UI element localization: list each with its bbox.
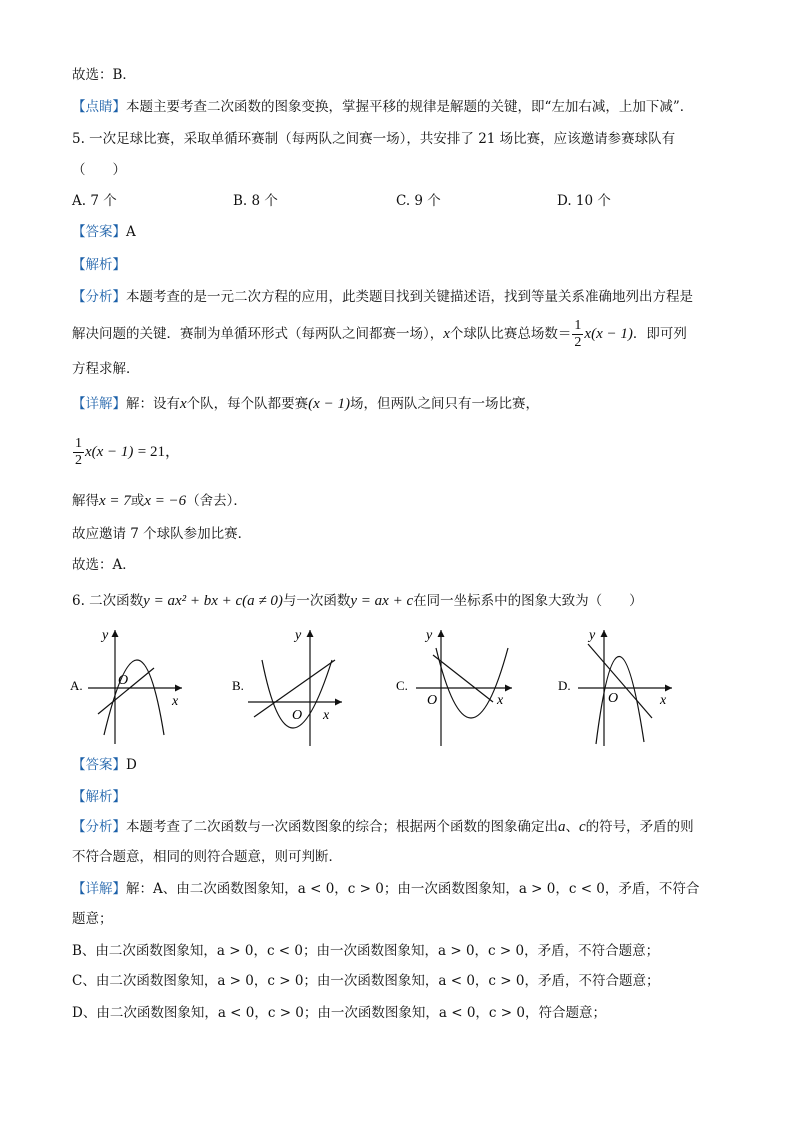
detail-6-line5: D、由二次函数图象知，a < 0，c > 0；由一次函数图象知，a < 0，c > 0，符合题意； [72,1005,606,1021]
detail-6-line1: 【详解】解：A、由二次函数图象知，a < 0，c > 0；由一次函数图象知，a > 0，c < 0，矛盾，不符合 [72,881,700,897]
question-5-paren: （ ） [72,162,126,178]
fraction-half: $\frac{1}{2}$ [75,436,82,468]
q5-option-c: C. 9 个 [396,193,441,209]
detail-6-line2: 题意； [72,911,113,927]
analysis-6-line1: 【分析】本题考查了二次函数与一次函数图象的综合；根据两个函数的图象确定出a、c的符号，矛盾的则 [72,819,694,835]
detail-tag: 【详解】 [72,396,126,412]
q5-option-a: A. 7 个 [72,193,117,209]
analysis-text: 本题考查的是一元二次方程的应用，此类题目找到关键描述语，找到等量关系准确地列出方程是 [126,289,693,305]
analysis-text-b2: 个球队比赛总场数＝ [449,326,572,342]
question-5: 5. 一次足球比赛，采取单循环赛制（每两队之间赛一场），共安排了 21 场比赛，应该邀请参赛球队有 [72,131,676,147]
answer-5 [72,223,136,241]
analysis-5-line3: 方程求解． [72,361,140,377]
graph-d-label: D. [558,678,571,693]
analysis-tag: 【分析】 [72,289,126,305]
svg-text:y: y [589,628,596,643]
detail-6-line4: C、由二次函数图象知，a > 0，c > 0；由一次函数图象知，a < 0，c > 0，矛盾，不符合题意； [72,973,660,989]
math-x: x [443,326,450,342]
svg-text:x: x [660,693,667,708]
analysis-6-line2: 不符合题意，相同的则符合题意，则可判断． [72,849,342,865]
answer-tag: 【答案】 [72,224,126,240]
jiexi-5: 【解析】 [72,257,126,273]
solution-5: 解得x = 7或x = −6（舍去）． [72,493,247,509]
detail-tag: 【详解】 [72,881,126,897]
dianjing-tag: 【点睛】 [72,99,126,115]
equation-5: $\frac{1}{2}$ x(x − 1) = 21， [75,436,180,468]
math-paren: (x − 1) [308,396,350,412]
svg-text:x: x [172,694,179,709]
jiexi-6: 【解析】 [72,789,126,805]
svg-text:y: y [295,628,302,643]
svg-text:O: O [292,708,303,723]
answer-6 [72,756,137,774]
detail-6-line3: B、由二次函数图象知，a > 0，c < 0；由一次函数图象知，a > 0，c > 0，矛盾，不符合题意； [72,943,660,959]
math-x-times: x(x − 1) [584,326,633,342]
graph-c-label: C. [396,678,408,693]
detail-5-line1: 【详解】解：设有x个队，每个队都要赛(x − 1)场，但两队之间只有一场比赛， [72,396,539,412]
answer-value: D [126,757,137,773]
svg-text:O: O [427,693,438,708]
svg-text:y: y [426,628,433,643]
analysis-5-line2 [72,318,687,351]
svg-text:O: O [118,673,129,688]
question-6: 6. 二次函数y = ax² + bx + c(a ≠ 0)与一次函数y = ax + c在同一坐标系中的图象大致为（ ） [72,593,643,609]
graph-b-label: B. [232,678,244,693]
svg-text:y: y [102,628,109,643]
conclusion-5: 故应邀请 7 个球队参加比赛． [72,526,252,542]
answer-value: A [126,224,136,240]
svg-text:x: x [323,708,330,723]
option-graphs [60,622,720,752]
svg-text:x: x [497,693,504,708]
dianjing-text: 本题主要考查二次函数的图象变换，掌握平移的规律是解题的关键，即“左加右减，上加下减”． [126,99,694,115]
graph-c [396,628,512,746]
analysis-text-b1: 解决问题的关键．赛制为单循环形式（每两队之间都赛一场）， [72,326,444,342]
analysis-tag: 【分析】 [72,819,126,835]
q5-option-b: B. 8 个 [233,193,278,209]
graph-b [232,628,342,746]
math-x: x [180,396,187,412]
select-5: 故选：A． [72,557,136,573]
fraction-half: $\frac{1}{2}$ [574,318,582,350]
dianjing-line [72,98,693,116]
graph-a-label: A. [70,678,83,693]
graph-a [70,628,182,744]
q5-option-d: D. 10 个 [557,193,611,209]
analysis-5-line1 [72,288,693,306]
answer-tag: 【答案】 [72,757,126,773]
line-select-b: 故选：B． [72,67,136,83]
analysis-text-b3: ．即可列 [632,326,687,342]
graph-d [558,628,672,746]
svg-text:O: O [608,691,619,706]
